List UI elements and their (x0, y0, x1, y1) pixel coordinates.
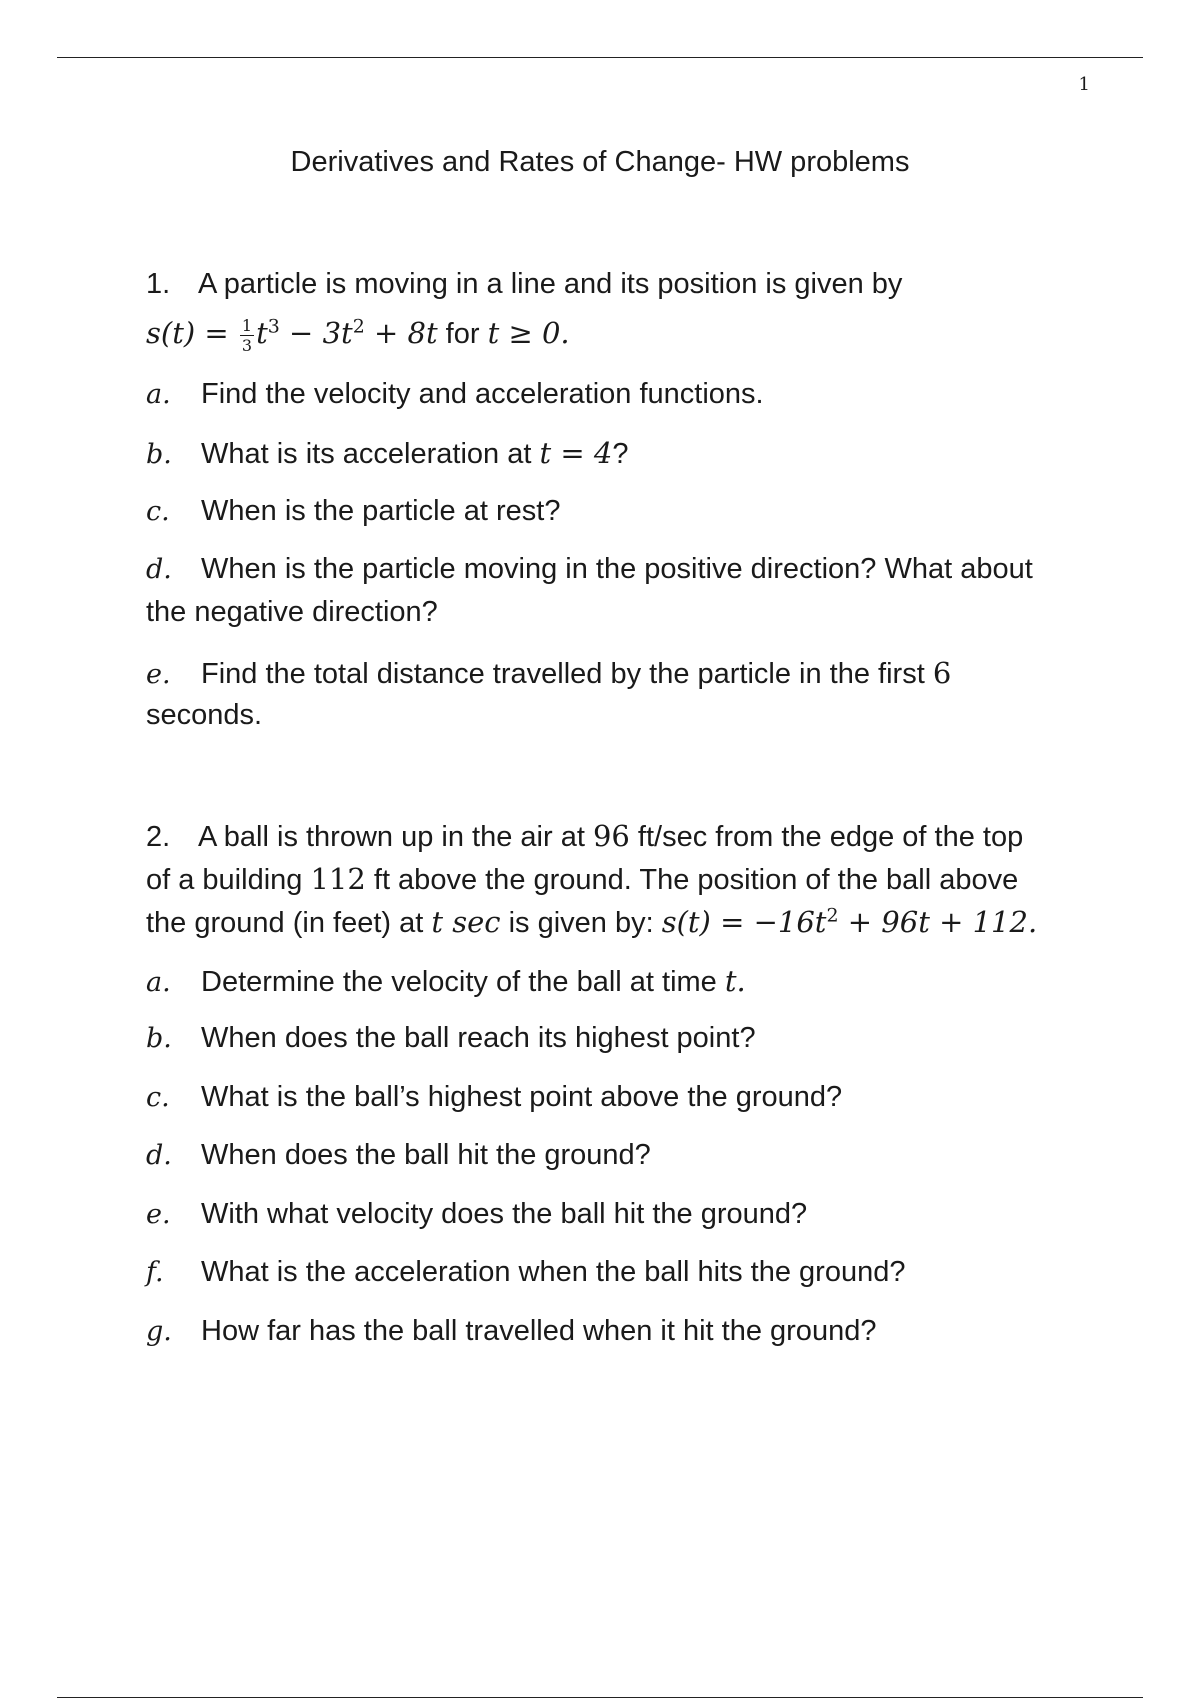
item-text: What is its acceleration at (201, 438, 540, 470)
problem-text: of a building (146, 864, 311, 896)
problem-2-item-d (146, 1139, 651, 1172)
problem-1-intro (146, 268, 902, 301)
item-text: When is the particle moving in the positive direction? What about (201, 553, 1033, 585)
fraction (240, 316, 254, 355)
problem-number-value: 112 (310, 862, 366, 896)
exponent: 3 (267, 315, 280, 338)
page-number: 1 (1078, 74, 1090, 95)
item-text: With what velocity does the ball hit the ground? (201, 1198, 808, 1230)
problem-2-item-f (146, 1256, 905, 1289)
problem-1-item-b (146, 436, 628, 471)
problem-2-line-3 (146, 905, 1037, 940)
item-text: Find the total distance travelled by the particle in the first (201, 658, 933, 690)
item-label: f. (146, 1257, 164, 1288)
formula-t: t (256, 316, 268, 351)
problem-2-item-e (146, 1198, 807, 1231)
item-label: e. (146, 659, 171, 690)
problem-text: A ball is thrown up in the air at (198, 821, 593, 853)
item-text: When is the particle at rest? (201, 495, 561, 527)
item-text: What is the ball’s highest point above the ground? (201, 1081, 843, 1113)
item-label: c. (146, 1082, 170, 1113)
problem-number-value: 96 (592, 819, 630, 853)
formula-lhs: s(t) = (146, 316, 238, 351)
header-rule (57, 57, 1143, 58)
item-text-continued: seconds. (146, 699, 263, 731)
item-label: a. (146, 379, 171, 410)
problem-1-item-e-cont (146, 699, 262, 732)
item-math: t. (724, 964, 746, 998)
item-text: How far has the ball travelled when it hit the ground? (201, 1315, 877, 1347)
item-math: 6 (932, 656, 952, 690)
exponent: 2 (826, 904, 839, 927)
problem-number: 2. (146, 821, 171, 853)
item-text: What is the acceleration when the ball hits the ground? (201, 1256, 906, 1288)
item-text: Find the velocity and acceleration functions. (201, 378, 764, 410)
item-text-after: ? (612, 438, 629, 470)
problem-1-item-c (146, 495, 560, 528)
position-formula: s(t) = −16t (661, 905, 827, 939)
problem-number: 1. (146, 268, 171, 300)
position-formula-end: + 96t + 112. (838, 905, 1038, 939)
problem-1-formula (146, 316, 570, 355)
formula-end: + 8t (364, 316, 438, 351)
item-text: Determine the velocity of the ball at time (201, 966, 725, 998)
fraction-numerator: 1 (241, 316, 253, 335)
item-label: b. (146, 1023, 172, 1054)
item-label: c. (146, 496, 170, 527)
problem-text: ft/sec from the edge of the top (629, 821, 1024, 853)
document-title: Derivatives and Rates of Change- HW problems (290, 146, 910, 178)
formula-mid: − 3t (279, 316, 353, 351)
problem-text: A particle is moving in a line and its position is given by (198, 268, 903, 300)
problem-2-item-c (146, 1081, 842, 1114)
item-math: t = 4 (539, 436, 613, 470)
problem-1-item-d-cont (146, 596, 438, 629)
item-label: d. (146, 1140, 172, 1171)
item-label: g. (146, 1316, 172, 1347)
item-text: When does the ball reach its highest point? (201, 1022, 756, 1054)
problem-1-item-e (146, 656, 951, 691)
problem-text: the ground (in feet) at (146, 907, 432, 939)
item-text: When does the ball hit the ground? (201, 1139, 651, 1171)
problem-math: t sec (431, 905, 501, 939)
footer-rule (57, 1697, 1143, 1698)
item-label: e. (146, 1199, 171, 1230)
problem-2-item-b (146, 1022, 756, 1055)
formula-for: for (437, 318, 488, 351)
fraction-denominator: 3 (241, 336, 253, 355)
problem-2-item-g (146, 1315, 876, 1348)
problem-1-item-a (146, 378, 764, 411)
item-text-continued: the negative direction? (146, 596, 438, 628)
problem-2-item-a (146, 964, 746, 999)
problem-1-item-d (146, 553, 1033, 586)
problem-text: is given by: (500, 907, 662, 939)
problem-text: ft above the ground. The position of the ball above (365, 864, 1019, 896)
problem-2-line-2 (146, 862, 1018, 897)
item-label: b. (146, 439, 172, 470)
formula-condition: t ≥ 0. (487, 316, 570, 351)
exponent: 2 (352, 315, 365, 338)
item-label: d. (146, 554, 172, 585)
problem-2-line-1 (146, 819, 1023, 854)
item-label: a. (146, 967, 171, 998)
